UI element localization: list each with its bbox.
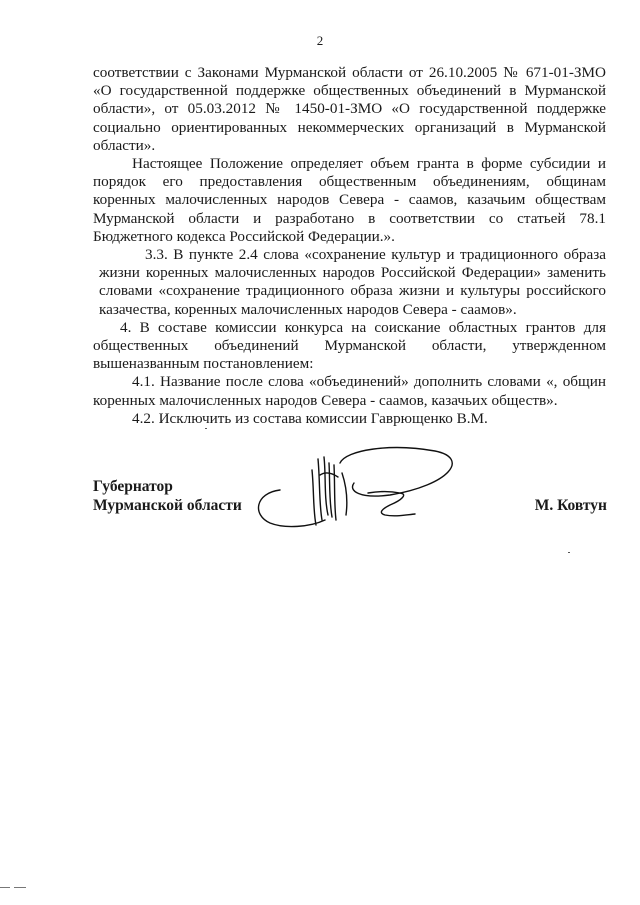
paragraph-amendment-3-3: 3.3. В пункте 2.4 слова «сохранение культур и традиционного образа жизни коренных малочисленных народов Российской Федерации» заменить словами «сохранение традиционного образа жизни и культуры российского казачества, коренных малочисленных народов Севера - саамов». — [99, 246, 606, 318]
handwritten-signature — [250, 445, 465, 530]
document-body — [93, 64, 606, 428]
scan-edge-mark — [0, 887, 10, 888]
amendment-3-3-block — [93, 246, 606, 319]
page-number: 2 — [316, 33, 324, 48]
signatory-title — [93, 477, 242, 515]
paragraph-regulation-scope: Настоящее Положение определяет объем гранта в форме субсидии и порядок его предоставления общественным объединениям, общинам коренных малочисленных народов Севера - саамов, казачьим обществам Мурманской области и разработано в соответствии со статьей 78.1 Бюджетного кодекса Российской Федерации.». — [93, 155, 606, 245]
scan-speck — [568, 552, 570, 553]
paragraph-amendment-4-2: 4.2. Исключить из состава комиссии Гаврющенко В.М. — [132, 409, 488, 427]
scan-edge-mark — [14, 887, 26, 888]
paragraph-commission-composition: 4. В составе комиссии конкурса на соискание областных грантов для общественных объединений Мурманской области, утвержденном вышеназванным постановлением: — [93, 318, 606, 373]
scan-speck — [205, 428, 207, 429]
signatory-title-line-2: Мурманской области — [93, 497, 242, 514]
signatory-title-line-1: Губернатор — [93, 478, 173, 495]
signatory-name: М. Ковтун — [534, 497, 607, 514]
paragraph-legal-basis: соответствии с Законами Мурманской области от 26.10.2005 № 671-01-ЗМО «О государственной поддержке общественных объединений в Мурманской области», от 05.03.2012 № 1450-01-ЗМО «О государственной поддержке социально ориентированных некоммерческих организаций в Мурманской области». — [93, 64, 606, 154]
paragraph-amendment-4-1: 4.1. Название после слова «объединений» дополнить словами «, общин коренных малочисленных народов Севера - саамов, казачьих обществ». — [93, 373, 606, 409]
